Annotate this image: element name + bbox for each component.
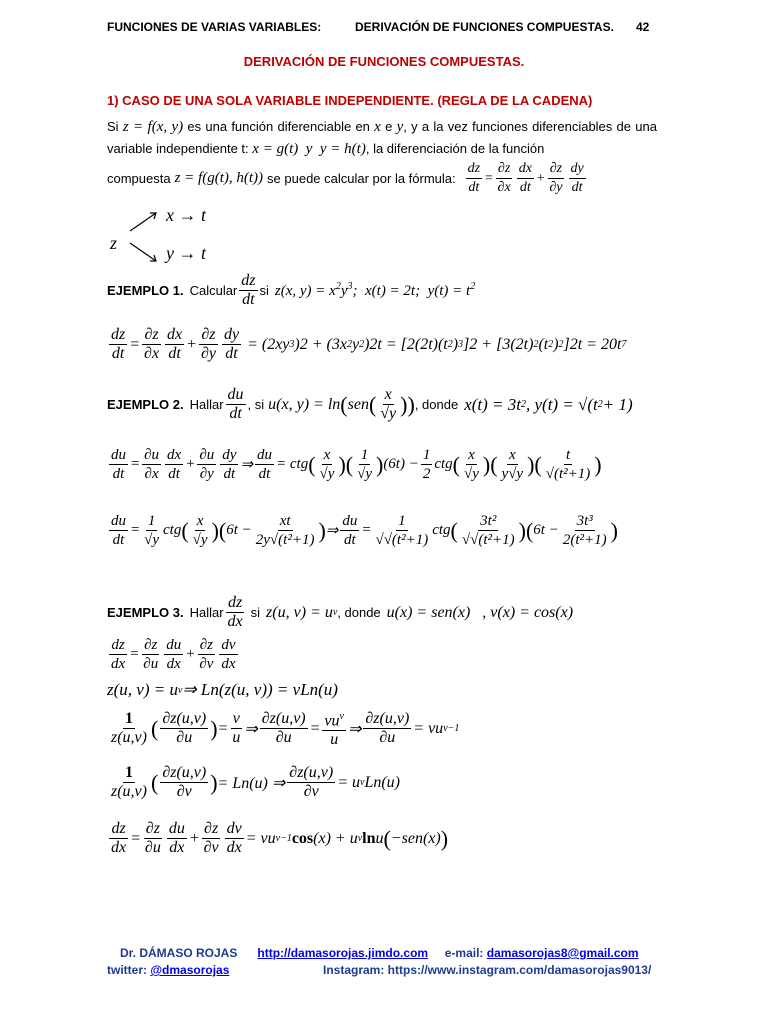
twitter-link[interactable]: @dmasorojas (150, 963, 230, 977)
page-number: 42 (636, 20, 650, 34)
example-2-statement: EJEMPLO 2. Hallar du dt , si u(x, y) = ln ( sen ( x √y )) , donde x(t) = 3t 2 , y(t) = √(t 2 + 1) (107, 386, 633, 422)
example-3-step-1: dz dx = ∂z ∂u du dx + ∂z ∂v dv dx (111, 637, 236, 672)
footer-line-2: twitter: @dmasorojas (107, 963, 230, 977)
intro-paragraph: Si z = f(x, y) es una función diferenciable en x e y, y a la vez funciones diferenciables de una variable independiente t: x = g(t) y y = h(t), la diferenciación de la función (107, 119, 657, 157)
tree-arrows-icon (126, 205, 162, 265)
section-heading: 1) CASO DE UNA SOLA VARIABLE INDEPENDIENTE. (REGLA DE LA CADENA) (107, 93, 593, 108)
header-center: DERIVACIÓN DE FUNCIONES COMPUESTAS. (355, 20, 614, 34)
email-link[interactable]: damasorojas8@gmail.com (486, 946, 639, 960)
example-1-statement: EJEMPLO 1. Calcular dz dt si z(x, $y) = x^2y^3$; x(t) = 2t; $y(t) = t^2$ (107, 272, 476, 308)
chain-tree-diagram: z x → t y → t (110, 205, 206, 263)
intro-formula-line: compuesta z = f(g(t), h(t)) se puede calcular por la fórmula: dz dt = ∂z ∂x dx dt + ∂z ∂y dy dt (107, 161, 584, 195)
website-link[interactable]: http://damasorojas.jimdo.com (257, 946, 429, 960)
example-3-statement: EJEMPLO 3. Hallar dz dx si z(u, v) = u v , donde u(x) = sen(x) , v(x) = cos(x) (107, 594, 574, 630)
example-3-result: dz dx = ∂z ∂u du dx + ∂z ∂v dv dx = vu v−1 cos (x) + u v ln u ( −sen(x) ) (111, 820, 449, 856)
example-2-step-2: du dt = 1 √y ctg ( x √y )( 6t − xt 2y√(t²+1) ) ⇒ du dt = 1 √√(t²+1) ctg ( 3t² √√(t²+1) )( 6t − 3t³ 2(t²+1) ) (111, 513, 618, 548)
example-3-step-3: 1 z(u,v) ( ∂z(u,v) ∂u ) = v u ⇒ ∂z(u,v) ∂u = $vu^v$ u ⇒ ∂z(u,v) ∂u = vu v−1 (107, 708, 459, 749)
example-2-step-1: du dt = ∂u ∂x dx dt + ∂u ∂y dy dt ⇒ du dt = ctg ( x √y )( 1 √y ) (6t) − 1 2 ctg ( x √y )( x y√y )( t √(t²+1) ) (111, 447, 602, 482)
instagram-text: Instagram: https://www.instagram.com/damasorojas9013/ (323, 963, 652, 977)
header-left: FUNCIONES DE VARIAS VARIABLES: (107, 20, 322, 34)
page-title: DERIVACIÓN DE FUNCIONES COMPUESTAS. (243, 54, 525, 69)
footer-line-1: Dr. DÁMASO ROJAS http://damasorojas.jimdo.com e-mail: damasorojas8@gmail.com (120, 946, 639, 960)
example-3-step-4: 1 z(u,v) ( ∂z(u,v) ∂v ) = Ln(u) ⇒ ∂z(u,v) ∂v = u v Ln(u) (111, 764, 400, 800)
example-1-solution: dz dt = ∂z ∂x dx dt + ∂z ∂y dy dt = (2xy 3 )2 + (3x 2 y 2 )2t = [2(2t)(t 2 ) 3 ]2 + [3(2t) 2 (t 2 ) 2 ]2t = 20t 7 (111, 326, 627, 362)
example-3-step-2: z(u, v) = u v ⇒ Ln(z(u, v)) = vLn(u) (107, 680, 338, 699)
